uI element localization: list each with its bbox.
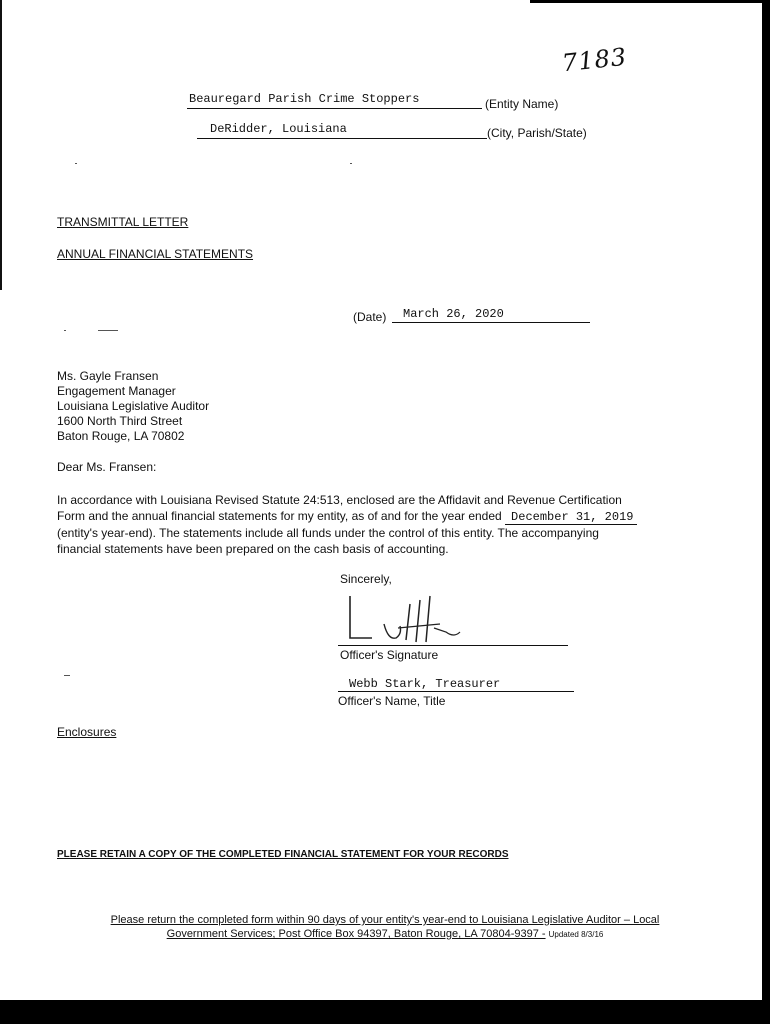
salutation: Dear Ms. Fransen:: [57, 460, 157, 474]
city-parish-value: DeRidder, Louisiana: [210, 122, 347, 136]
recipient-line: 1600 North Third Street: [57, 414, 183, 428]
city-parish-label: (City, Parish/State): [487, 126, 587, 140]
date-underline: [392, 322, 590, 323]
officer-name-value: Webb Stark, Treasurer: [349, 677, 501, 691]
date-label: (Date): [353, 310, 387, 324]
body-line-3: (entity's year-end). The statements include all funds under the control of this entity. The accompanying: [57, 526, 599, 540]
recipient-line: Ms. Gayle Fransen: [57, 369, 159, 383]
heading-transmittal-letter: TRANSMITTAL LETTER: [57, 215, 189, 229]
scan-border-left: [0, 0, 2, 290]
footer-updated: Updated 8/3/16: [548, 930, 604, 939]
footer-line-2-wrap: [60, 927, 710, 942]
enclosures: Enclosures: [57, 725, 117, 739]
footer: [60, 913, 710, 942]
footer-line-2: Government Services; Post Office Box 94397, Baton Rouge, LA 70804-9397 -: [166, 928, 546, 940]
recipient-line: Engagement Manager: [57, 384, 176, 398]
body-paragraph: [57, 492, 697, 557]
scan-border-bottom: [0, 1000, 770, 1024]
entity-name-underline: [187, 108, 482, 109]
body-line-2-text: Form and the annual financial statements for my entity, as of and for the year ended: [57, 509, 502, 523]
recipient-line: Louisiana Legislative Auditor: [57, 399, 210, 413]
document-number: 7183: [560, 42, 629, 78]
recipient-address: [57, 369, 209, 444]
scan-border-top: [530, 0, 770, 3]
entity-name-label: (Entity Name): [485, 97, 559, 111]
body-line-1: In accordance with Louisiana Revised Statute 24:513, enclosed are the Affidavit and Revenue Certification: [57, 493, 622, 507]
footer-line-1: Please return the completed form within 90 days of your entity's year-end to Louisiana Legislative Auditor – Local: [110, 914, 660, 926]
retain-copy-notice: PLEASE RETAIN A COPY OF THE COMPLETED FINANCIAL STATEMENT FOR YOUR RECORDS: [57, 849, 509, 860]
scan-speck: [64, 330, 66, 331]
scan-border-right: [762, 0, 770, 1000]
heading-annual-financial-statements: ANNUAL FINANCIAL STATEMENTS: [57, 247, 254, 261]
entity-name-value: Beauregard Parish Crime Stoppers: [189, 92, 420, 106]
scan-speck: [98, 330, 118, 331]
sincerely: Sincerely,: [340, 572, 392, 586]
city-parish-underline: [197, 138, 487, 139]
signature-label: Officer's Signature: [340, 648, 439, 662]
recipient-line: Baton Rouge, LA 70802: [57, 429, 185, 443]
officer-name-label: Officer's Name, Title: [338, 694, 446, 708]
scan-speck: [75, 163, 77, 164]
signature-line: [338, 645, 568, 646]
scan-speck: [350, 163, 352, 164]
year-end-value: December 31, 2019: [505, 510, 637, 525]
body-line-4: financial statements have been prepared on the cash basis of accounting.: [57, 542, 449, 556]
date-value: March 26, 2020: [403, 307, 504, 321]
body-line-2: [57, 508, 697, 525]
officer-name-underline: [338, 691, 574, 692]
officer-signature-image: [340, 588, 480, 648]
scan-speck: [64, 675, 70, 676]
